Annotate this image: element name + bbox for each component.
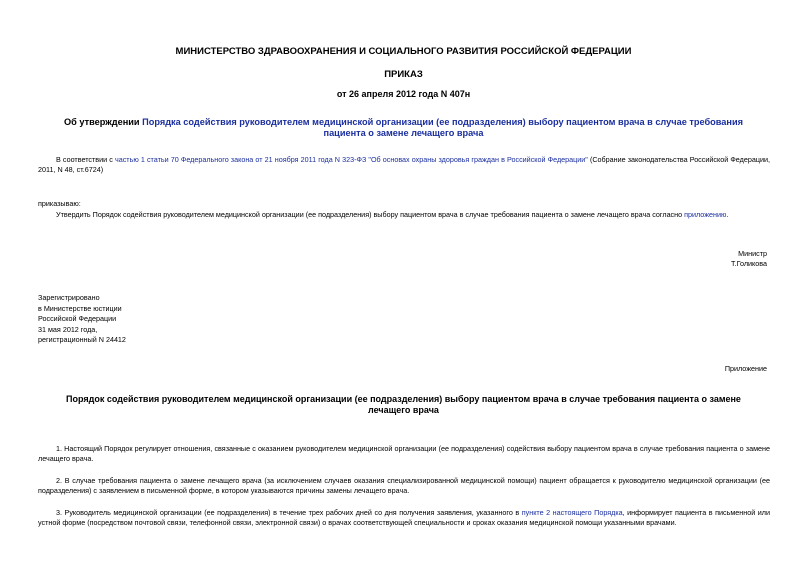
order-end: . xyxy=(726,210,729,219)
registration-line: Российской Федерации xyxy=(38,314,117,323)
signature-name: Т.Голикова xyxy=(730,259,767,268)
appendix-paragraph-3 xyxy=(38,508,770,528)
registration-block xyxy=(38,293,126,346)
preamble-text-after: (Собрание законодательства Российской Федерации, 2011, N 48, ст.6724) xyxy=(38,155,770,174)
signature-position: Министр xyxy=(738,249,767,258)
doc-type-heading: ПРИКАЗ xyxy=(384,69,423,80)
registration-line: в Министерстве юстиции xyxy=(38,303,122,313)
appendix-paragraph-1: 1. Настоящий Порядок регулирует отношения, связанные с оказанием руководителем медицинской организации (ее подразделения) содействия выбору пациентом врача в случае требования пациента о замене лечащего врача. xyxy=(38,444,770,463)
law-link[interactable]: частью 1 статьи 70 Федерального закона от 21 ноября 2011 года N 323-ФЗ "Об основах охраны здоровья граждан в Российской Федерации" xyxy=(114,155,588,164)
appendix-label: Приложение xyxy=(724,364,767,373)
title-link[interactable]: Порядка содействия руководителем медицинской организации (ее подразделения) выбору пациентом врача в случае требования пациента о замене лечащего врача xyxy=(142,117,743,138)
signature-block xyxy=(731,249,767,269)
registration-line: Зарегистрировано xyxy=(38,293,100,302)
p3-text-before: 3. Руководитель медицинской организации (ее подразделения) в течение трех рабочих дней со дня получения заявления, указанного в xyxy=(56,508,520,517)
p3-text-after: , информирует пациента в письменной или устной форме (посредством почтовой связи, телефонной связи, электронной связи) о врачах соответствующей специальности и сроках оказания медицинской помощи указанными врачами. xyxy=(38,508,770,527)
appendix-link[interactable]: приложению xyxy=(684,210,727,219)
registration-line: 31 мая 2012 года, xyxy=(38,324,98,334)
appendix-title: Порядок содействия руководителем медицинской организации (ее подразделения) выбору пациентом врача в случае требования пациента о замене лечащего врача xyxy=(66,394,741,415)
point-2-link[interactable]: пункте 2 настоящего Порядка xyxy=(521,508,623,517)
order-paragraph xyxy=(38,210,770,220)
appendix-paragraph-2: 2. В случае требования пациента о замене лечащего врача (за исключением случаев оказания специализированной медицинской помощи) пациент обращается к руководителю медицинской организации (ее подразделения) с заявлением в письменной форме, в котором указываются причины замены лечащего врача. xyxy=(38,476,770,495)
order-word: приказываю: xyxy=(38,199,81,208)
preamble-text-before: В соответствии с xyxy=(56,155,113,164)
registration-line: регистрационный N 24412 xyxy=(38,335,126,344)
title-prefix: Об утверждении xyxy=(64,117,140,127)
ministry-heading: МИНИСТЕРСТВО ЗДРАВООХРАНЕНИЯ И СОЦИАЛЬНОГО РАЗВИТИЯ РОССИЙСКОЙ ФЕДЕРАЦИИ xyxy=(175,46,632,57)
document-title xyxy=(45,117,762,139)
doc-date-number: от 26 апреля 2012 года N 407н xyxy=(336,89,471,99)
preamble-paragraph xyxy=(38,155,770,175)
order-text: Утвердить Порядок содействия руководителем медицинской организации (ее подразделения) выбору пациентом врача в случае требования пациента о замене лечащего врача согласно xyxy=(56,210,683,219)
